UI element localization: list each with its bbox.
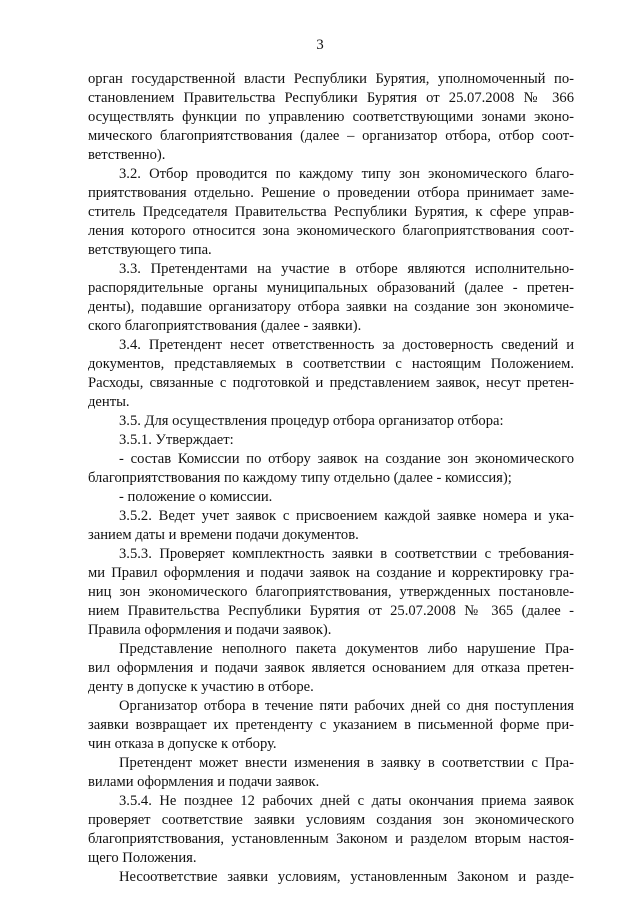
page-number: 3	[316, 37, 324, 53]
text-line: благоприятствования, установленным Законом и разделом вторым настоя-	[88, 831, 574, 847]
text-line: 3.2. Отбор проводится по каждому типу зон экономического благо-	[119, 166, 574, 182]
text-line: проверяет соответствие заявки условиям создания зон экономического	[88, 812, 574, 828]
text-line: приятствования отдельно. Решение о проведении отбора принимает заме-	[88, 185, 574, 201]
text-line: Представление неполного пакета документов либо нарушение Пра-	[119, 641, 574, 657]
text-line: денту в допуске к участию в отборе.	[88, 679, 314, 695]
text-line: денты.	[88, 394, 130, 410]
text-line: щего Положения.	[88, 850, 197, 866]
text-line: 3.5.2. Ведет учет заявок с присвоением каждой заявке номера и ука-	[119, 508, 574, 524]
text-line: Расходы, связанные с подготовкой и представлением заявок, несут претен-	[88, 375, 574, 391]
text-line: осуществлять функции по управлению соответствующими зонами эконо-	[88, 109, 574, 125]
text-line: становлением Правительства Республики Бурятия от 25.07.2008 № 366	[88, 90, 574, 106]
text-line: ветственно).	[88, 147, 166, 163]
text-line: Правила оформления и подачи заявок).	[88, 622, 332, 638]
text-line: мического благоприятствования (далее – организатор отбора, отбор соот-	[88, 128, 574, 144]
text-line: занием даты и времени подачи документов.	[88, 527, 359, 543]
text-line: - состав Комиссии по отбору заявок на создание зон экономического	[119, 451, 574, 467]
text-line: благоприятствования по каждому типу отдельно (далее - комиссия);	[88, 470, 512, 486]
text-line: чин отказа в допуске к отбору.	[88, 736, 277, 752]
text-line: нием Правительства Республики Бурятия от 25.07.2008 № 365 (далее -	[88, 603, 574, 619]
text-line: заявки возвращает их претенденту с указанием в письменной форме при-	[88, 717, 574, 733]
text-line: документов, представляемых в соответствии с настоящим Положением.	[88, 356, 574, 372]
text-line: денты), подавшие организатору отбора заявки на создание зон экономиче-	[88, 299, 574, 315]
text-line: Несоответствие заявки условиям, установленным Законом и разде-	[119, 869, 574, 885]
text-line: 3.5. Для осуществления процедур отбора организатор отбора:	[119, 413, 504, 429]
text-line: 3.5.3. Проверяет комплектность заявки в соответствии с требования-	[119, 546, 574, 562]
text-line: 3.5.1. Утверждает:	[119, 432, 234, 448]
text-line: 3.3. Претендентами на участие в отборе являются исполнительно-	[119, 261, 574, 277]
text-line: орган государственной власти Республики Бурятия, уполномоченный по-	[88, 71, 574, 87]
text-line: ского благоприятствования (далее - заявки).	[88, 318, 362, 334]
text-line: ления которого относится зона экономического благоприятствования соот-	[88, 223, 574, 239]
text-line: Организатор отбора в течение пяти рабочих дней со дня поступления	[119, 698, 574, 714]
text-line: ститель Председателя Правительства Республики Бурятия, к сфере управ-	[88, 204, 574, 220]
text-line: вилами оформления и подачи заявок.	[88, 774, 320, 790]
text-line: - положение о комиссии.	[119, 489, 273, 505]
text-line: ветствующего типа.	[88, 242, 212, 258]
text-line: распорядительные органы муниципальных образований (далее - претен-	[88, 280, 574, 296]
text-line: ми Правил оформления и подачи заявок на создание и корректировку гра-	[88, 565, 574, 581]
text-line: вил оформления и подачи заявок является основанием для отказа претен-	[88, 660, 574, 676]
text-line: 3.4. Претендент несет ответственность за достоверность сведений и	[119, 337, 574, 353]
text-line: ниц зон экономического благоприятствования, утвержденных постановле-	[88, 584, 574, 600]
text-line: Претендент может внести изменения в заявку в соответствии с Пра-	[119, 755, 574, 771]
document-body	[88, 70, 574, 887]
text-line: 3.5.4. Не позднее 12 рабочих дней с даты окончания приема заявок	[119, 793, 574, 809]
